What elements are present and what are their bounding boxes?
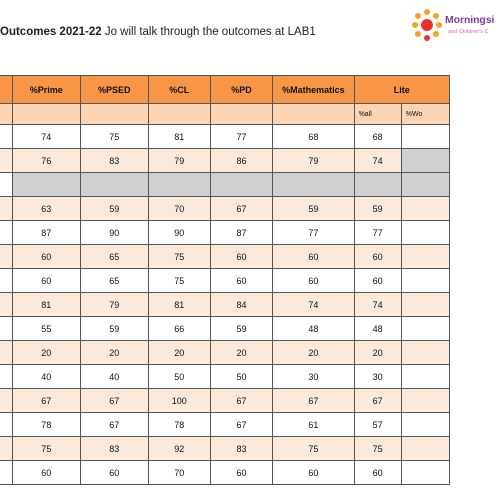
table-row xyxy=(0,245,450,269)
table-cell: 57 xyxy=(354,413,401,437)
table-cell xyxy=(401,293,449,317)
table-row xyxy=(0,269,450,293)
table-cell xyxy=(401,221,449,245)
table-cell: 60 xyxy=(210,269,272,293)
table-cell xyxy=(0,341,12,365)
table-cell: 20 xyxy=(148,341,210,365)
table-row xyxy=(0,149,450,173)
table-cell: 59 xyxy=(80,317,148,341)
sun-logo-icon xyxy=(410,6,444,44)
table-cell xyxy=(401,125,449,149)
table-cell: 70 xyxy=(148,461,210,485)
table-cell xyxy=(401,437,449,461)
column-header xyxy=(0,76,12,104)
table-cell xyxy=(0,365,12,389)
table-cell: 81 xyxy=(12,293,80,317)
table-cell xyxy=(401,365,449,389)
table-cell: 67 xyxy=(354,389,401,413)
table-row xyxy=(0,413,450,437)
subheader-cell xyxy=(80,104,148,125)
table-cell: 67 xyxy=(273,389,354,413)
table-cell: 79 xyxy=(80,293,148,317)
table-cell xyxy=(0,173,12,197)
subheader-cell xyxy=(12,104,80,125)
table-row xyxy=(0,125,450,149)
table-cell: 55 xyxy=(12,317,80,341)
table-cell: 59 xyxy=(80,197,148,221)
table-cell: 20 xyxy=(12,341,80,365)
table-cell xyxy=(401,389,449,413)
slide-title-text: Jo will talk through the outcomes at LAB1 xyxy=(101,26,316,38)
table-cell xyxy=(0,125,12,149)
logo-name: Morningsi xyxy=(445,14,495,26)
table-cell: 20 xyxy=(210,341,272,365)
column-header-row xyxy=(0,76,450,104)
subheader-row xyxy=(0,104,450,125)
table-cell xyxy=(12,173,80,197)
table-row xyxy=(0,437,450,461)
table-cell xyxy=(80,173,148,197)
table-cell: 60 xyxy=(12,461,80,485)
table-cell xyxy=(0,245,12,269)
table-cell: 83 xyxy=(80,149,148,173)
table-cell xyxy=(0,269,12,293)
column-header: %CL xyxy=(148,76,210,104)
outcomes-table xyxy=(0,75,450,485)
table-cell: 76 xyxy=(12,149,80,173)
table-cell: 67 xyxy=(80,389,148,413)
table-cell: 48 xyxy=(273,317,354,341)
table-cell: 83 xyxy=(80,437,148,461)
table-row xyxy=(0,221,450,245)
table-cell xyxy=(401,173,449,197)
table-cell: 20 xyxy=(273,341,354,365)
table-cell xyxy=(401,197,449,221)
slide-title xyxy=(0,22,316,42)
table-cell: 87 xyxy=(12,221,80,245)
table-cell: 77 xyxy=(273,221,354,245)
table-cell: 60 xyxy=(354,461,401,485)
table-cell: 66 xyxy=(148,317,210,341)
table-row xyxy=(0,341,450,365)
table-cell: 59 xyxy=(210,317,272,341)
subheader-cell xyxy=(0,104,12,125)
table-cell: 74 xyxy=(354,293,401,317)
table-row xyxy=(0,293,450,317)
organisation-logo xyxy=(410,6,500,46)
subheader-cell: %Wo xyxy=(401,104,449,125)
subheader-cell xyxy=(210,104,272,125)
table-cell xyxy=(0,293,12,317)
table-cell: 68 xyxy=(273,125,354,149)
table-cell xyxy=(0,437,12,461)
table-cell: 74 xyxy=(354,149,401,173)
table-cell: 48 xyxy=(354,317,401,341)
table-cell: 83 xyxy=(210,437,272,461)
table-cell: 60 xyxy=(273,269,354,293)
table-cell xyxy=(401,149,449,173)
table-cell: 59 xyxy=(354,197,401,221)
table-cell: 67 xyxy=(80,413,148,437)
table-cell: 70 xyxy=(148,197,210,221)
table-cell: 75 xyxy=(148,245,210,269)
table-cell: 60 xyxy=(210,461,272,485)
column-header: Lite xyxy=(354,76,449,104)
table-cell: 20 xyxy=(354,341,401,365)
table-cell: 30 xyxy=(354,365,401,389)
table-row xyxy=(0,173,450,197)
logo-subtitle: and Children's C xyxy=(448,29,489,35)
table-cell xyxy=(210,173,272,197)
column-header: %Mathematics xyxy=(273,76,354,104)
table-cell: 65 xyxy=(80,269,148,293)
slide-title-bold: Outcomes 2021-22 xyxy=(0,26,102,38)
subheader-cell: %all xyxy=(354,104,401,125)
table-cell: 59 xyxy=(273,197,354,221)
table-cell xyxy=(0,221,12,245)
column-header: %Prime xyxy=(12,76,80,104)
table-cell xyxy=(401,461,449,485)
table-cell: 67 xyxy=(210,413,272,437)
table-cell: 40 xyxy=(80,365,148,389)
column-header: %PD xyxy=(210,76,272,104)
table-cell: 78 xyxy=(148,413,210,437)
table-cell: 79 xyxy=(148,149,210,173)
table-cell: 84 xyxy=(210,293,272,317)
table-cell: 90 xyxy=(148,221,210,245)
subheader-cell xyxy=(148,104,210,125)
table-cell: 75 xyxy=(80,125,148,149)
table-cell xyxy=(0,197,12,221)
table-cell: 40 xyxy=(12,365,80,389)
table-row xyxy=(0,389,450,413)
table-cell xyxy=(401,413,449,437)
table-row xyxy=(0,461,450,485)
table-cell: 74 xyxy=(273,293,354,317)
table-cell: 87 xyxy=(210,221,272,245)
table-cell: 60 xyxy=(354,269,401,293)
table-body xyxy=(0,125,450,485)
table-cell xyxy=(148,173,210,197)
table-cell xyxy=(0,317,12,341)
table-cell xyxy=(401,269,449,293)
table-cell: 75 xyxy=(354,437,401,461)
table-cell: 60 xyxy=(273,461,354,485)
table-cell: 75 xyxy=(12,437,80,461)
table-cell: 65 xyxy=(80,245,148,269)
table-row xyxy=(0,197,450,221)
table-cell: 74 xyxy=(12,125,80,149)
table-cell: 60 xyxy=(80,461,148,485)
table-cell: 60 xyxy=(12,269,80,293)
table-cell: 60 xyxy=(210,245,272,269)
table-cell: 67 xyxy=(210,197,272,221)
table-cell: 77 xyxy=(354,221,401,245)
table-cell: 60 xyxy=(354,245,401,269)
table-cell: 77 xyxy=(210,125,272,149)
table-cell: 67 xyxy=(210,389,272,413)
table-cell xyxy=(401,245,449,269)
table-cell: 50 xyxy=(210,365,272,389)
table-cell: 100 xyxy=(148,389,210,413)
table-cell: 90 xyxy=(80,221,148,245)
table-cell: 20 xyxy=(80,341,148,365)
table-row xyxy=(0,365,450,389)
table-cell: 50 xyxy=(148,365,210,389)
table-cell xyxy=(401,341,449,365)
table-cell: 67 xyxy=(12,389,80,413)
table-cell: 75 xyxy=(273,437,354,461)
table-cell: 68 xyxy=(354,125,401,149)
table-cell xyxy=(0,389,12,413)
table-cell: 30 xyxy=(273,365,354,389)
subheader-cell xyxy=(273,104,354,125)
table-cell: 86 xyxy=(210,149,272,173)
table-cell: 60 xyxy=(12,245,80,269)
table-cell: 63 xyxy=(12,197,80,221)
table-cell: 60 xyxy=(273,245,354,269)
table-cell: 75 xyxy=(148,269,210,293)
table-cell: 61 xyxy=(273,413,354,437)
table-cell xyxy=(0,149,12,173)
table-cell xyxy=(273,173,354,197)
table-cell xyxy=(0,461,12,485)
table-row xyxy=(0,317,450,341)
table-cell: 79 xyxy=(273,149,354,173)
table-cell: 81 xyxy=(148,293,210,317)
table-cell xyxy=(354,173,401,197)
table-cell xyxy=(401,317,449,341)
table-cell: 78 xyxy=(12,413,80,437)
column-header: %PSED xyxy=(80,76,148,104)
table-cell xyxy=(0,413,12,437)
table-cell: 92 xyxy=(148,437,210,461)
table-cell: 81 xyxy=(148,125,210,149)
